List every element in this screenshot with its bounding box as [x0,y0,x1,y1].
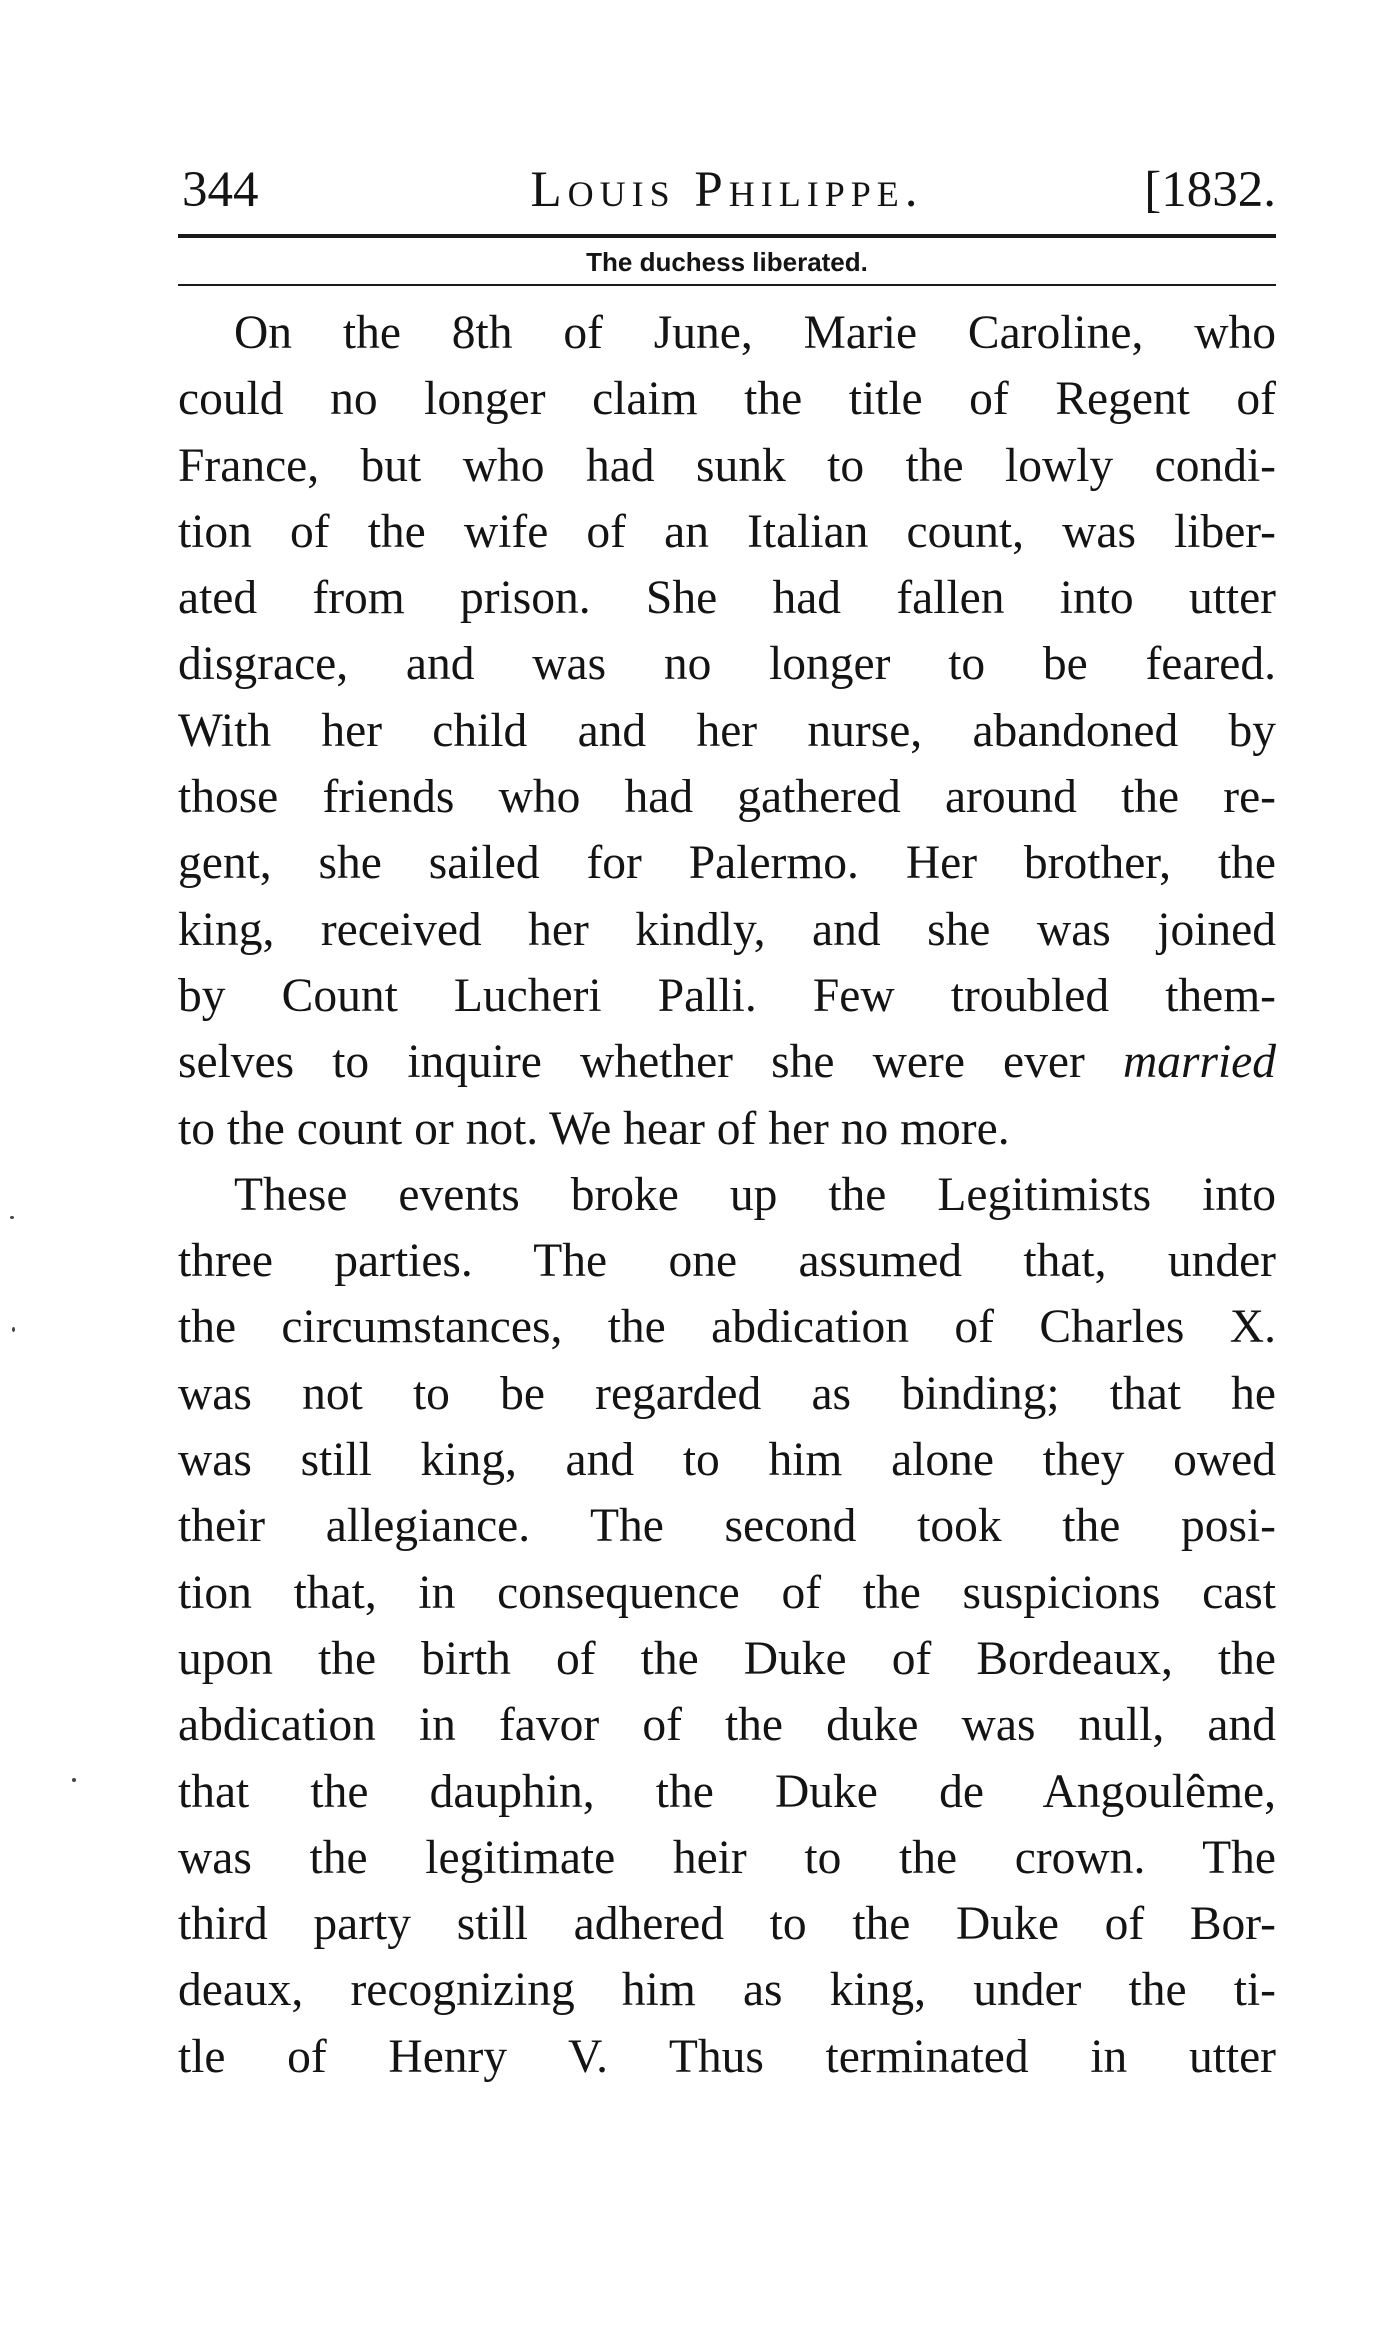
scan-speck [10,1216,14,1219]
text-line: ated from prison. She had fallen into utter [178,572,1276,625]
text-line: three parties. The one assumed that, under [178,1235,1276,1288]
caption-rule [178,284,1276,286]
text-line: was not to be regarded as binding; that he [178,1367,1276,1420]
text-line: deaux, recognizing him as king, under the ti- [178,1964,1276,2017]
section-caption: The duchess liberated. [586,247,868,277]
text-line: was the legitimate heir to the crown. The [178,1831,1276,1884]
text-line: third party still adhered to the Duke of Bor- [178,1898,1276,1951]
text-line: On the 8th of June, Marie Caroline, who [234,307,1276,359]
text-line: the circumstances, the abdication of Charles X. [178,1301,1276,1354]
text-line: by Count Lucheri Palli. Few troubled them- [178,969,1276,1022]
text-line: was still king, and to him alone they owed [178,1434,1276,1487]
text-line: tion of the wife of an Italian count, was liber- [178,505,1276,558]
text-line: tle of Henry V. Thus terminated in utter [178,2030,1276,2083]
running-head [178,150,1276,230]
text-line: upon the birth of the Duke of Bordeaux, the [178,1632,1276,1685]
text-line: With her child and her nurse, abandoned by [178,704,1276,757]
text-line: France, but who had sunk to the lowly condi- [178,439,1276,492]
text-line: disgrace, and was no longer to be feared. [178,638,1276,691]
text-line: king, received her kindly, and she was joined [178,903,1276,956]
paragraph-2 [178,1162,1276,2090]
text-line: tion that, in consequence of the suspicions cast [178,1566,1276,1619]
text-line: abdication in favor of the duke was null, and [178,1699,1276,1752]
text-segment: selves to inquire whether she were ever [178,1036,1085,1089]
text-line: could no longer claim the title of Regent of [178,373,1276,426]
text-line: those friends who had gathered around the re- [178,771,1276,824]
text-line: gent, she sailed for Palermo. Her brother, the [178,837,1276,890]
scan-speck [12,1327,15,1332]
text-line: their allegiance. The second took the posi- [178,1500,1276,1553]
paragraph-1 [178,300,1276,1162]
page-number: 344 [182,162,259,218]
book-page [178,150,1276,2090]
text-line-with-italic [178,1029,1276,1095]
text-line: These events broke up the Legitimists into [234,1168,1276,1221]
body-text [178,300,1276,2090]
running-title: Louis Philippe. [530,162,924,218]
running-year: [1832. [1144,162,1276,218]
text-line: that the dauphin, the Duke de Angoulême, [178,1765,1276,1818]
scan-speck [72,1778,76,1782]
text-line: to the count or not. We hear of her no more. [178,1102,1010,1155]
italic-word: married [1122,1036,1276,1089]
